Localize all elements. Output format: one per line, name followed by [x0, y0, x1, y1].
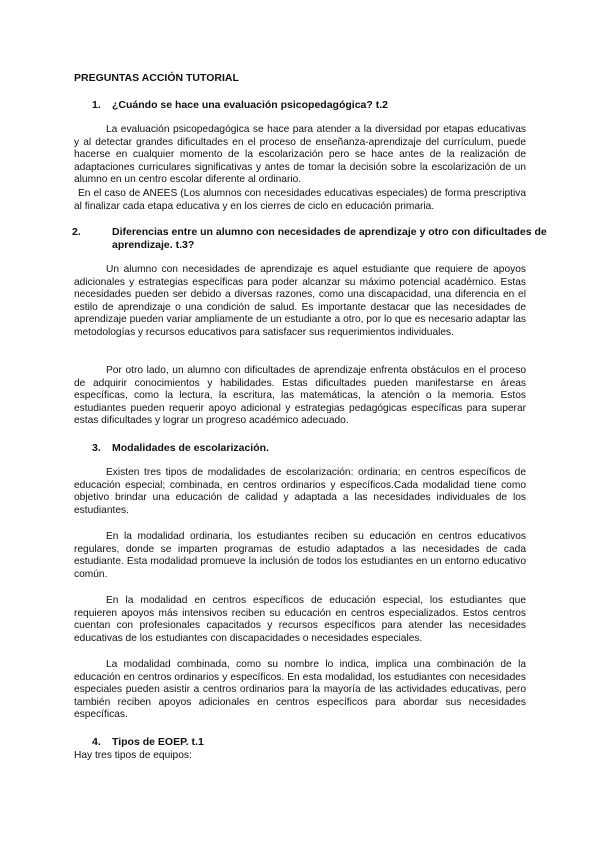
paragraph: Por otro lado, un alumno con dificultades de aprendizaje enfrenta obstáculos en el proceso de adquirir conocimientos y habilidades. Estas dificultades pueden manifestarse en áreas específicas, como la lectura, la escritura, las matemáticas, la atención o la memoria. Estos estudiantes pueden requerir apoyo adicional y estrategias pedagógicas específicas para superar estas dificultades y lograr un progreso académico adecuado.: [74, 365, 526, 427]
paragraph: Hay tres tipos de equipos:: [74, 750, 192, 761]
section-title: Diferencias entre un alumno con necesidades de aprendizaje y otro con dificultades de aprendizaje. t.3?: [112, 226, 547, 251]
section-4-heading: [92, 736, 532, 749]
section-number: 3.: [92, 442, 101, 454]
section-title: ¿Cuándo se hace una evaluación psicopedagógica? t.2: [112, 99, 388, 111]
paragraph: La modalidad combinada, como su nombre lo indica, implica una combinación de la educación en centros ordinarios y específicos. En esta modalidad, los estudiantes con necesidades especiales pueden asistir a centros ordinarios para la mayoría de las actividades educativas, pero también reciben apoyos adicionales en centros específicos para abordar sus necesidades específicas.: [74, 659, 526, 721]
section-3-heading: [92, 442, 532, 455]
document-title: PREGUNTAS ACCIÓN TUTORIAL: [74, 72, 239, 84]
section-title: Modalidades de escolarización.: [112, 442, 269, 454]
paragraph: En la modalidad en centros específicos de educación especial, los estudiantes que requieren apoyos más intensivos reciben su educación en centros especializados. Estos centros cuentan con profesionales capacitados y recursos específicos para atender las necesidades educativas de los estudiantes con discapacidades o necesidades especiales.: [74, 595, 526, 644]
paragraph: En el caso de ANEES (Los alumnos con necesidades educativas especiales) de forma prescriptiva al finalizar cada etapa educativa y en los cierres de ciclo en educación primaria.: [74, 188, 526, 212]
paragraph: Existen tres tipos de modalidades de escolarización: ordinaria; en centros específicos de educación especial; combinada, en centros ordinarios y específicos.Cada modalidad tiene como objetivo brindar una educación de calidad y adaptada a las necesidades individuales de los estudiantes.: [74, 467, 526, 516]
section-1-heading: [92, 99, 532, 112]
paragraph: Un alumno con necesidades de aprendizaje es aquel estudiante que requiere de apoyos adicionales y estrategias específicas para poder alcanzar su máximo potencial académico. Estas necesidades pueden ser debido a diversas razones, como una discapacidad, una diferencia en el estilo de aprendizaje o una condición de salud. Es importante destacar que las necesidades de aprendizaje pueden variar ampliamente de un estudiante a otro, por lo que es necesario adaptar las metodologías y recursos educativos para satisfacer sus requerimientos individuales.: [74, 264, 526, 338]
section-number: 4.: [92, 736, 101, 748]
section-number: 2.: [72, 226, 81, 238]
section-title: Tipos de EOEP. t.1: [112, 736, 204, 748]
section-2-heading: [72, 226, 552, 251]
section-number: 1.: [92, 99, 101, 111]
paragraph: En la modalidad ordinaria, los estudiantes reciben su educación en centros educativos regulares, donde se imparten programas de estudio adaptados a las necesidades de cada estudiante. Esta modalidad promueve la inclusión de todos los estudiantes en un entorno educativo común.: [74, 531, 526, 580]
paragraph: La evaluación psicopedagógica se hace para atender a la diversidad por etapas educativas y al detectar grandes dificultades en el proceso de enseñanza-aprendizaje del currículum, puede hacerse en cualquier momento de la escolarización pero se hace antes de la realización de adaptaciones curriculares significativas y antes de tomar la decisión sobre la escolarización de un alumno en un centro escolar diferente al ordinario.: [74, 124, 526, 186]
